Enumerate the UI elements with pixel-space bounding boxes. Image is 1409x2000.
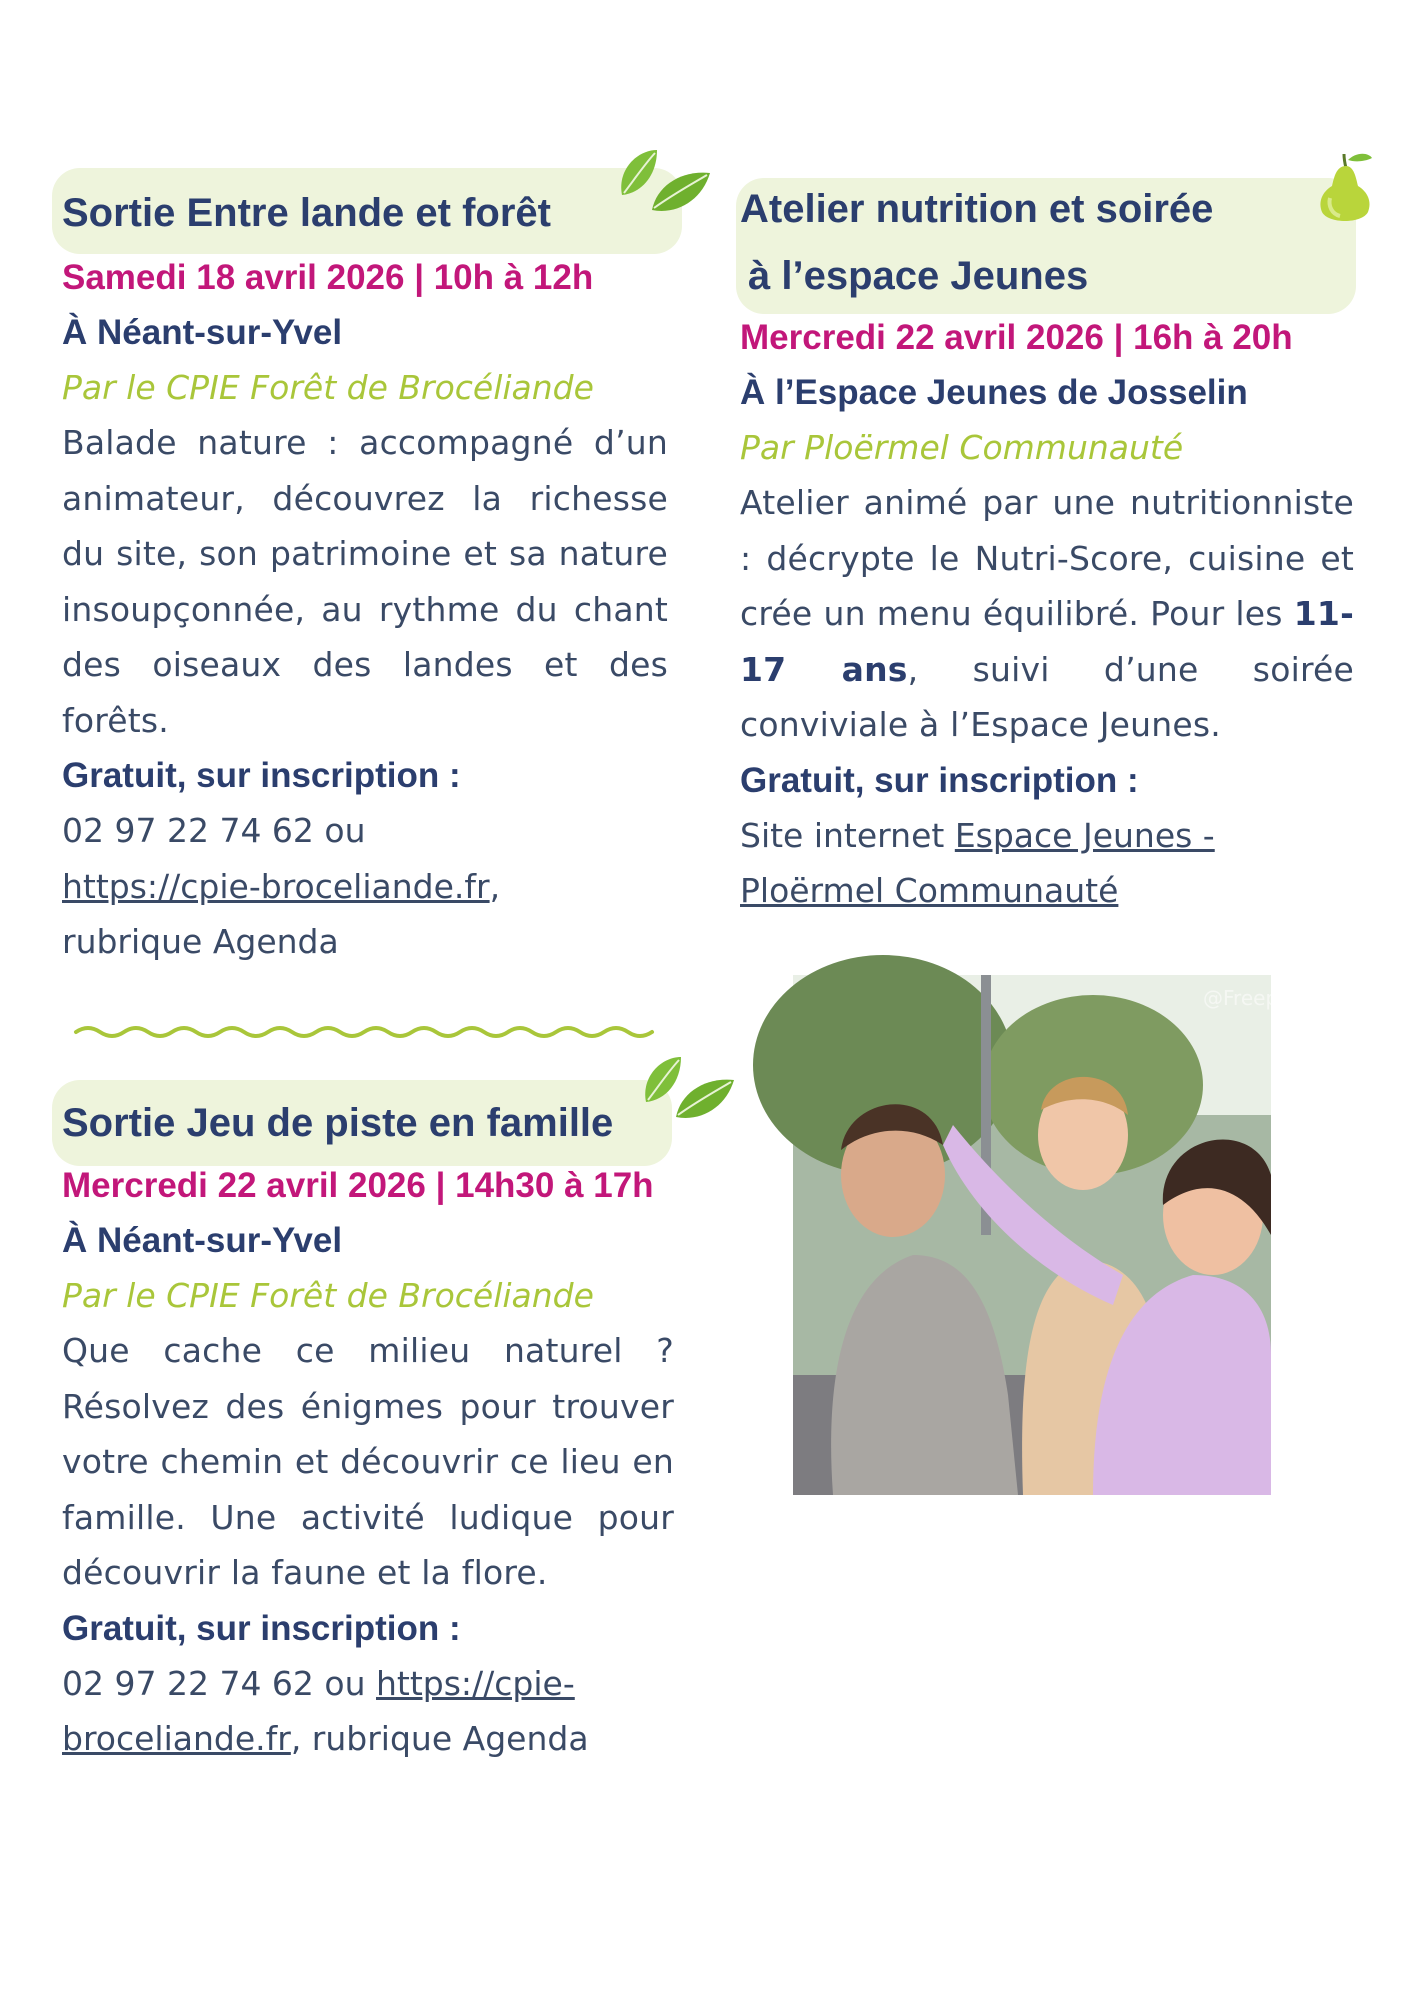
event3-date: Mercredi 22 avril 2026 | 14h30 à 17h (62, 1166, 654, 1205)
event3-pricing: Gratuit, sur inscription : (62, 1608, 461, 1648)
event2-site-prefix: Site internet (740, 815, 955, 855)
event1-place: À Néant-sur-Yvel (62, 313, 343, 352)
event1-description: Balade nature : accompagné d’un animateur, découvrez la richesse du site, son patrimoine et sa nature insoupçonnée, au rythme du chant des oiseaux des landes et des forêts. (62, 423, 668, 740)
event3-place: À Néant-sur-Yvel (62, 1221, 343, 1260)
event1-organizer: Par le CPIE Forêt de Brocéliande (62, 368, 594, 407)
wavy-divider (74, 1020, 674, 1044)
leaf-icon (636, 1052, 736, 1127)
event3-contact-suffix: , rubrique Agenda (290, 1719, 589, 1758)
teenagers-photo (793, 975, 1296, 1495)
event3-organizer: Par le CPIE Forêt de Brocéliande (62, 1276, 594, 1315)
event1-title: Sortie Entre lande et forêt (62, 191, 551, 235)
event3-phone: 02 97 22 74 62 ou (62, 1663, 376, 1703)
event1-details (62, 250, 668, 970)
event3-contact-line1 (62, 1656, 674, 1712)
event2-title-line1: Atelier nutrition et soirée (740, 187, 1214, 231)
event3-website-link[interactable]: https://cpie- (376, 1663, 575, 1703)
event2-place: À l’Espace Jeunes de Josselin (740, 373, 1248, 412)
event3-title: Sortie Jeu de piste en famille (62, 1101, 614, 1145)
photo-watermark: @Freepik (1203, 986, 1296, 1010)
event2-title-line2: à l’espace Jeunes (748, 254, 1089, 298)
event3-contact-line2 (62, 1711, 674, 1767)
event2-details (740, 310, 1354, 919)
photo-illustration (793, 975, 1296, 1495)
event2-site-line2 (740, 863, 1354, 919)
event2-site-link-cont[interactable]: Ploërmel Communauté (740, 871, 1119, 910)
event2-description-end: , suivi d’une soirée conviviale à l’Espace Jeunes. (740, 649, 1354, 744)
event2-pricing: Gratuit, sur inscription : (740, 760, 1139, 800)
event2-date: Mercredi 22 avril 2026 | 16h à 20h (740, 318, 1293, 357)
event1-section: rubrique Agenda (62, 922, 339, 961)
event1-link-suffix: , (489, 866, 501, 906)
event2-age-range: 11-17 ans (740, 594, 1354, 689)
event2-site-link[interactable]: Espace Jeunes - (954, 815, 1215, 855)
event1-link-line (62, 859, 668, 915)
event1-date: Samedi 18 avril 2026 | 10h à 12h (62, 258, 594, 297)
event1-pricing: Gratuit, sur inscription : (62, 756, 461, 795)
event1-phone: 02 97 22 74 62 ou (62, 811, 366, 850)
leaf-icon (612, 145, 712, 220)
pear-icon (1310, 146, 1380, 226)
event3-details (62, 1158, 674, 1767)
event1-website-link[interactable]: https://cpie-broceliande.fr (62, 866, 490, 906)
event2-organizer: Par Ploërmel Communauté (740, 428, 1184, 467)
event2-description (740, 475, 1354, 753)
event3-description: Que cache ce milieu naturel ? Résolvez des énigmes pour trouver votre chemin et découvrir ce lieu en famille. Une activité ludique pour découvrir la faune et la flore. (62, 1331, 674, 1592)
event2-site-line1 (740, 808, 1354, 864)
event3-website-link-cont[interactable]: broceliande.fr (62, 1719, 291, 1758)
event2-description-start: Atelier animé par une nutritionniste : décrypte le Nutri-Score, cuisine et crée un menu équilibré. Pour les (740, 483, 1354, 633)
